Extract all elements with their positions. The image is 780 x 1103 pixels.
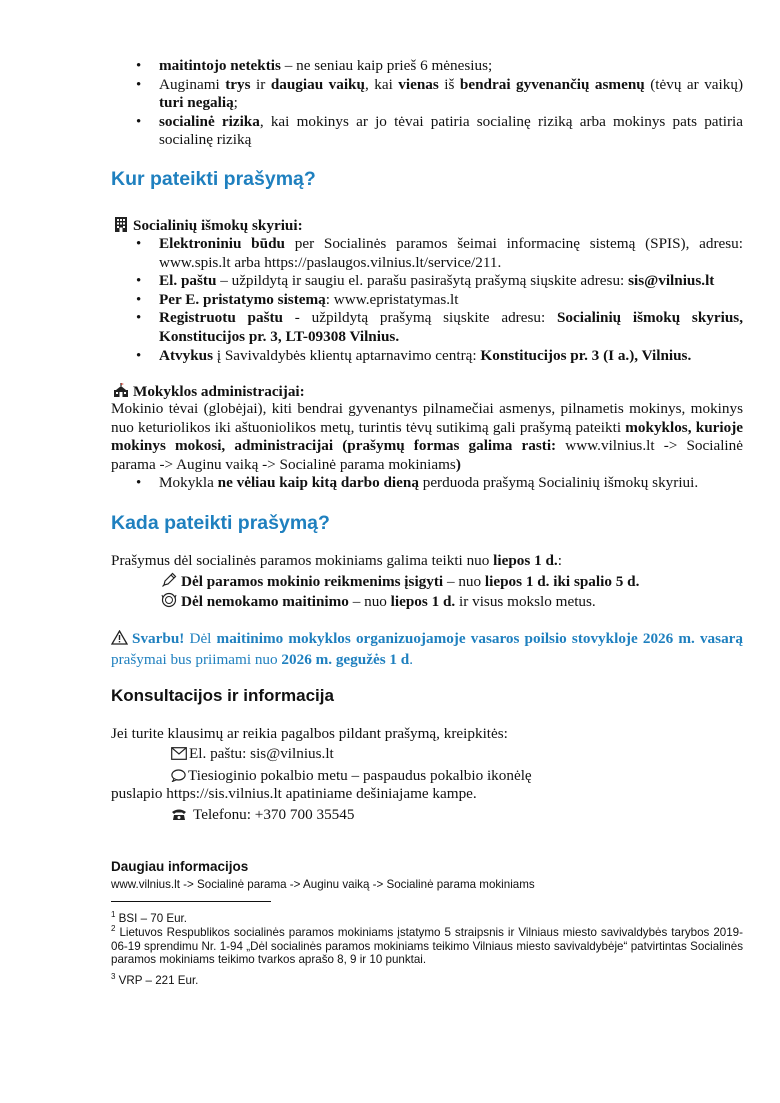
chat-text: Tiesioginio pokalbio metu – paspaudus pokalbio ikonėlę (188, 767, 532, 784)
text: iš (438, 75, 460, 93)
bold-text: ) (455, 455, 461, 473)
consult-phone-line (171, 806, 354, 827)
plate-icon (161, 592, 177, 614)
bold-text: maitinimo mokyklos organizuojamoje vasaros poilsio stovykloje 2026 m. vasarą (216, 630, 743, 647)
more-info-path: www.vilnius.lt -> Socialinė parama -> Auginu vaiką -> Socialinė parama mokiniams (111, 878, 535, 891)
text: . (409, 650, 414, 668)
bold-text: 2026 m. gegužės 1 d (281, 650, 410, 668)
more-info-title: Daugiau informacijos (111, 859, 249, 874)
text: www.vilnius.lt -> Socialinė parama -> Auginu vaiką -> Socialinė parama mokiniams (111, 437, 743, 473)
email-text: El. paštu: sis@vilnius.lt (189, 745, 334, 762)
bold-text: socialinė rizika (159, 112, 260, 130)
text: , kai mokinys ar jo tėvai patiria socialinę riziką arba mokinys pats patiria socialinę riziką (159, 112, 743, 149)
heading-where: Kur pateikti prašymą? (111, 168, 316, 190)
footnote-separator (111, 901, 271, 902)
list-item (111, 113, 743, 150)
text: per Socialinės paramos šeimai informacinę sistemą (SPIS), adresu: www.spis.lt arba https://paslaugos.vilnius.lt/service/211. (159, 235, 743, 271)
bold-text: trys (225, 75, 251, 93)
when-line-supplies (161, 572, 639, 594)
warning-note (111, 630, 743, 669)
heading-when: Kada pateikti prašymą? (111, 512, 330, 534)
bold-text: Per E. pristatymo sistemą (159, 290, 326, 308)
text: - užpildytą prašymą siųskite adresu: (283, 309, 557, 327)
footnote-text: VRP – 221 Eur. (115, 973, 199, 987)
dept-title: Socialinių išmokų skyriui: (133, 217, 303, 234)
bold-text: Registruotu paštu (159, 309, 284, 327)
envelope-icon (171, 747, 187, 766)
consult-intro: Jei turite klausimų ar reikia pagalbos pildant prašymą, kreipkitės: (111, 725, 508, 742)
list-item (111, 76, 743, 113)
footnote-number: 1 (111, 910, 116, 919)
text: ir (250, 75, 271, 93)
footnote-text: Lietuvos Respublikos socialinės paramos mokiniams įstatymo 5 straipsnis ir Vilniaus miesto savivaldybės tarybos 2019-06-19 sprendimu Nr. 1-94 „Dėl socialinės paramos mokiniams teikimo Vilniaus miesto savivaldybėje“ patvirtintas Socialinės paramos mokiniams teikimo tvarkos aprašo 8, 9 ir 10 punktai. (111, 925, 743, 967)
text: ir visus mokslo metus. (455, 593, 596, 610)
consult-chat-line2: puslapio https://sis.vilnius.lt apatiniame dešiniajame kampe. (111, 785, 477, 802)
bold-text: Dėl nemokamo maitinimo (181, 593, 349, 610)
list-item (111, 474, 743, 493)
phone-text: Telefonu: +370 700 35545 (193, 806, 355, 823)
text: – nuo (443, 573, 485, 590)
footnote-text: BSI – 70 Eur. (115, 911, 187, 925)
postal-address: Socialinių išmokų skyrius, Konstitucijos pr. 3, LT-09308 Vilnius. (159, 309, 744, 345)
bold-text: mokyklos, kurioje mokinys mokosi, administracijai (prašymų formas galima rasti: (111, 418, 743, 455)
text: – užpildytą ir saugiu el. parašu pasirašytą prašymą siųskite adresu: (216, 272, 629, 290)
bold-text: liepos 1 d. iki spalio 5 d. (484, 573, 640, 590)
consult-email-line (171, 745, 334, 766)
text: Prašymus dėl socialinės paramos mokiniams galima teikti nuo (111, 552, 494, 569)
school-title: Mokyklos administracijai: (133, 383, 305, 400)
text: Mokinio tėvai (globėjai), kiti bendrai gyvenantys pilnamečiai asmenys, pilnametis mokinys, mokinys nuo keturiolikos iki aštuoniolikos metų, turintis tėvų sutikimą gali prašymą pateikti (111, 400, 743, 436)
when-intro (111, 552, 562, 571)
text: Mokykla (159, 474, 218, 491)
warning-icon (111, 630, 128, 651)
bold-text: Dėl paramos mokinio reikmenims įsigyti (181, 573, 444, 590)
when-line-meals (161, 592, 596, 614)
list-item (111, 291, 743, 310)
pencil-icon (161, 572, 177, 594)
bold-text: maitintojo netektis (159, 57, 281, 74)
eligibility-list (111, 57, 743, 150)
school-list (111, 474, 743, 493)
bold-text: turi negalią (159, 94, 234, 112)
bold-text: liepos 1 d. (390, 593, 456, 610)
bold-text: vienas (398, 75, 439, 93)
bold-text: Atvykus (159, 346, 214, 364)
text: Auginami (159, 75, 226, 93)
school-paragraph (111, 400, 743, 474)
list-item (111, 57, 743, 76)
office-address: Konstitucijos pr. 3 (I a.), Vilnius. (480, 346, 692, 364)
footnote-number: 3 (111, 972, 116, 981)
heading-consult: Konsultacijos ir informacija (111, 686, 334, 705)
text: perduoda prašymą Socialinių išmokų skyriui. (418, 474, 699, 491)
text: : www.epristatymas.lt (325, 290, 459, 308)
text: ; (233, 94, 238, 112)
text: prašymai bus priimami nuo (111, 650, 282, 668)
phone-icon (171, 808, 187, 827)
warning-label: Svarbu! (132, 630, 185, 647)
text: Dėl (184, 630, 217, 647)
list-item (111, 235, 743, 272)
text: , kai (364, 75, 399, 93)
list-item (111, 272, 743, 291)
list-item (111, 309, 743, 346)
text: : (557, 552, 562, 569)
text: (tėvų ar vaikų) (644, 75, 743, 93)
footnote-3 (111, 970, 743, 988)
text: – ne seniau kaip prieš 6 mėnesius; (280, 57, 493, 74)
text: – nuo (348, 593, 391, 610)
list-item (111, 347, 743, 366)
text: į Savivaldybės klientų aptarnavimo centrą: (213, 346, 481, 364)
bold-text: Elektroniniu būdu (159, 235, 285, 252)
bold-text: daugiau vaikų (270, 75, 365, 93)
footnote-number: 2 (111, 924, 116, 933)
footnote-2 (111, 922, 743, 967)
bold-text: El. paštu (159, 272, 217, 290)
dept-channel-list (111, 235, 743, 365)
bold-text: bendrai gyvenančių asmenų (459, 75, 645, 93)
email-address: sis@vilnius.lt (628, 272, 715, 290)
bold-text: liepos 1 d. (493, 552, 558, 569)
bold-text: ne vėliau kaip kitą darbo dieną (217, 474, 419, 491)
